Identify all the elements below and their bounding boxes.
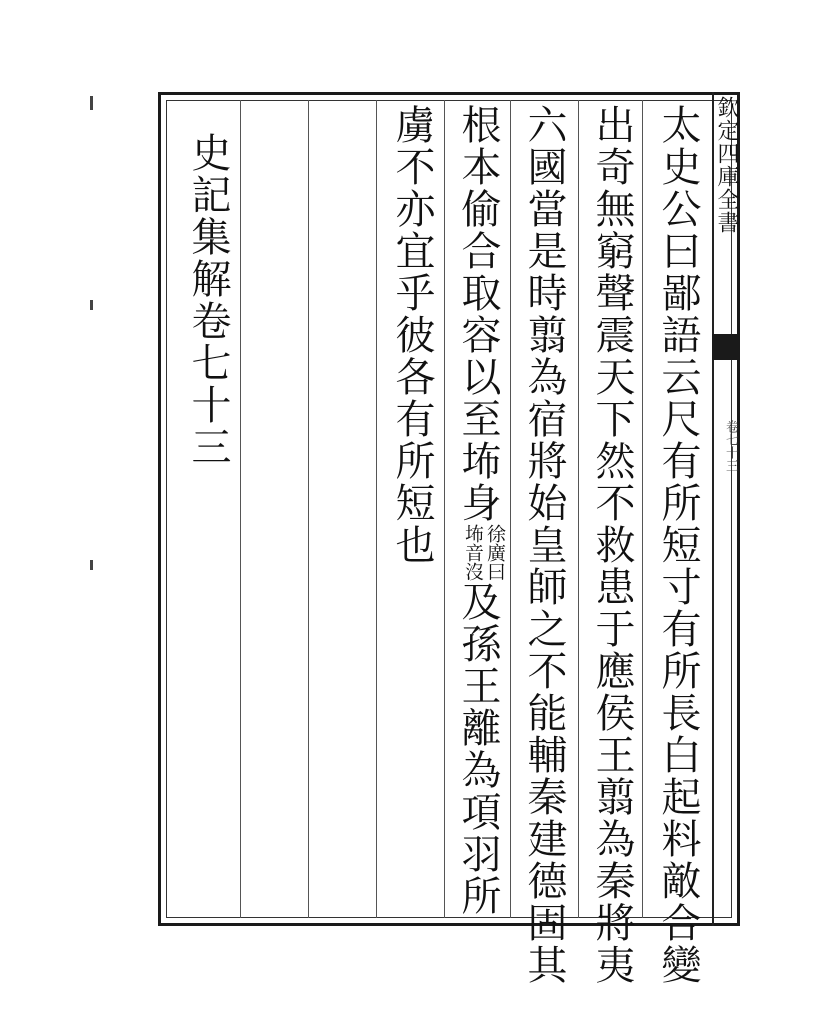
column-rule [444, 100, 445, 918]
column-4-text-before: 根本偷合取容以至㘵身 [455, 104, 501, 524]
fold-title: 欽定四庫全書 [714, 96, 739, 234]
column-4-text-after: 及孫王離為項羽所 [455, 581, 501, 917]
column-rule [578, 100, 579, 918]
scan-mark [90, 96, 93, 110]
text-column-3: 六國當是時翦為宿將始皇師之不能輔秦建德固其 [521, 104, 567, 986]
column-rule [510, 100, 511, 918]
column-rule [240, 100, 241, 918]
fold-volume: 卷七十三 [723, 420, 738, 472]
text-column-4 [450, 104, 506, 917]
scan-mark [90, 560, 93, 570]
text-column-2: 出奇無窮聲震天下然不救患于應侯王翦為秦將夷 [589, 104, 635, 986]
text-column-5: 虜不亦宜乎彼各有所短也 [389, 104, 435, 566]
fish-tail-mark [712, 334, 740, 360]
text-column-1: 太史公曰鄙語云尺有所短寸有所長白起料敵合變 [655, 104, 701, 986]
page-frame-inner [166, 100, 732, 918]
scan-mark [90, 300, 93, 310]
column-rule [376, 100, 377, 918]
chapter-end-title: 史記集解卷七十三 [185, 132, 231, 468]
column-rule [308, 100, 309, 918]
interlinear-note [462, 524, 506, 581]
note-line-left: 㘵音沒 [462, 524, 484, 581]
note-line-right: 徐廣曰 [484, 524, 506, 581]
column-rule [642, 100, 643, 918]
